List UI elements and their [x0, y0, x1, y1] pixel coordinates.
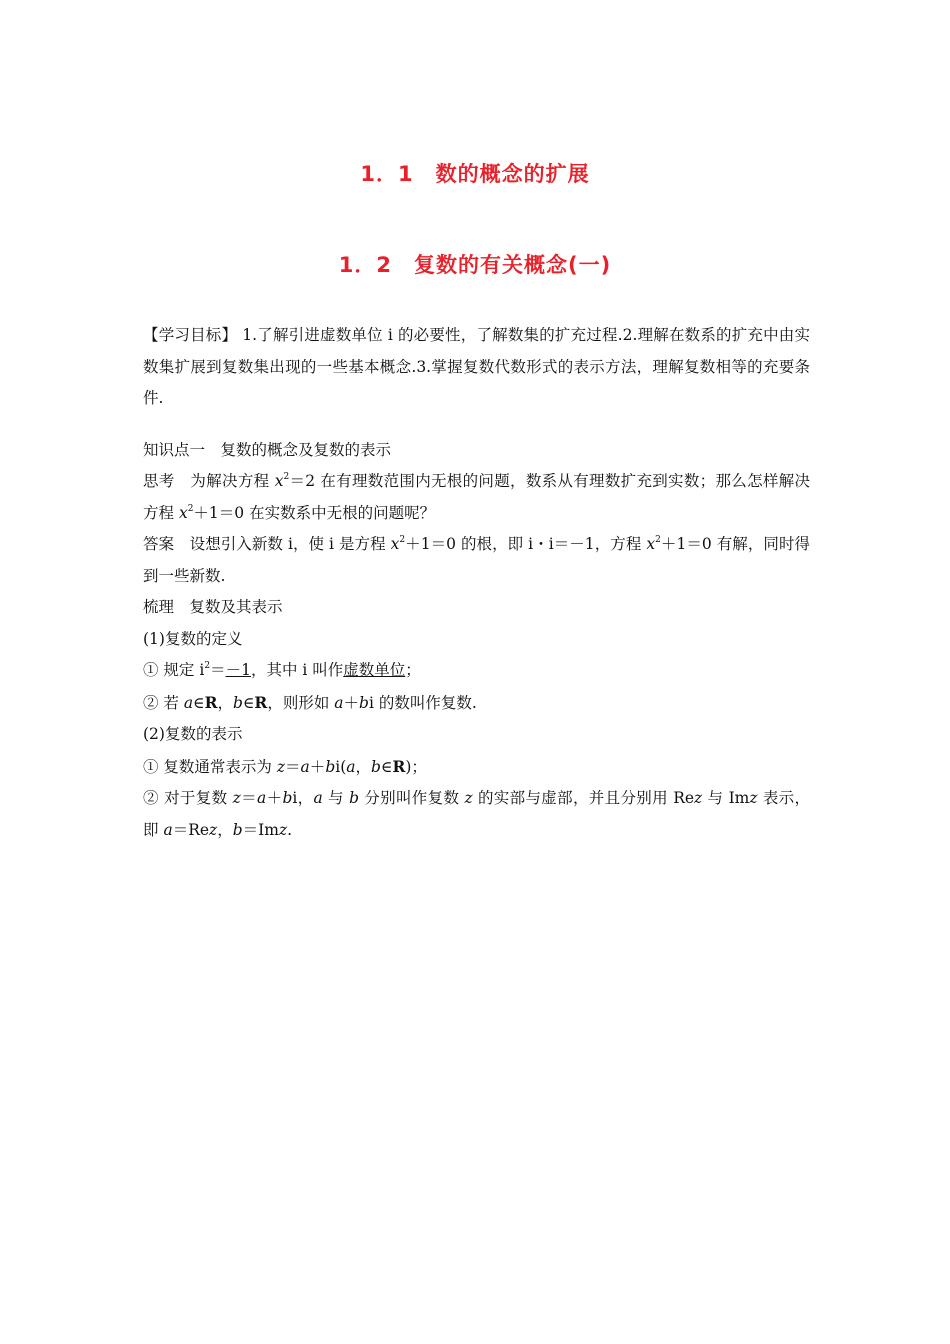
text: ∈: [193, 693, 205, 712]
var-z: z: [694, 789, 703, 807]
text: ，: [217, 693, 233, 712]
var-z: z: [232, 789, 241, 807]
text: ；: [405, 661, 421, 679]
var-a: a: [346, 757, 356, 776]
text: 与: [322, 789, 350, 807]
exponent: 2: [399, 535, 406, 545]
set-R: R: [254, 692, 268, 712]
text: ，则形如: [267, 693, 335, 712]
var-b: b: [349, 789, 360, 807]
text: ＝: [210, 661, 226, 679]
think-paragraph: [143, 466, 810, 529]
answer-text: ＋1＝0 的根，即 i・i＝－1，方程: [405, 535, 647, 553]
text: i，: [292, 789, 314, 807]
var-a: a: [334, 693, 344, 712]
exponent: 2: [283, 472, 290, 482]
section-title-1: 1．1 数的概念的扩展: [360, 162, 590, 186]
text: ＝Re: [172, 820, 210, 839]
text: ② 若: [143, 693, 184, 712]
text: ① 规定 i: [143, 661, 205, 679]
var-b: b: [232, 820, 243, 839]
exponent: 2: [187, 503, 194, 514]
answer-paragraph: [143, 529, 810, 592]
text: ② 对于复数: [143, 789, 233, 807]
text: 表示，即: [143, 789, 810, 839]
var-x: x: [274, 472, 284, 490]
text: )；: [405, 757, 427, 776]
section-title-2: 1．2 复数的有关概念(一): [338, 253, 612, 277]
text: 的实部与虚部，并且分别用 Re: [472, 789, 695, 807]
text: ＋: [266, 789, 283, 807]
var-b: b: [359, 693, 369, 712]
text: ，: [217, 820, 233, 839]
underlined-answer: －1: [225, 661, 251, 679]
learning-goals: [143, 320, 810, 415]
set-R: R: [204, 692, 218, 712]
learning-goals-text: 1.了解引进虚数单位 i 的必要性，了解数集的扩充过程.2.理解在数系的扩充中由实数集扩展到复数集出现的一些基本概念.3.掌握复数代数形式的表示方法，理解复数相等的充要条件.: [143, 326, 810, 407]
definition-item-1: [143, 655, 810, 687]
knowledge-point-title: 知识点一 复数的概念及复数的表示: [143, 440, 392, 459]
text: ＝Im: [242, 820, 279, 839]
set-R: R: [392, 756, 406, 776]
answer-label: 答案: [143, 535, 190, 553]
var-x: x: [390, 535, 400, 553]
document-body: [143, 320, 810, 846]
summary-title: 梳理 复数及其表示: [143, 598, 283, 616]
think-text: ＋1＝0 在实数系中无根的问题呢？: [193, 503, 436, 522]
var-a: a: [300, 757, 310, 776]
text: ，其中 i 叫作: [250, 661, 344, 679]
definition-title: (1)复数的定义: [143, 629, 243, 648]
var-x: x: [646, 535, 656, 553]
var-a: a: [313, 789, 323, 807]
answer-text: ＋1＝0 有解，同时得到一些新数.: [143, 535, 811, 585]
var-z: z: [464, 789, 473, 807]
answer-text: 设想引入新数 i，使 i 是方程: [189, 535, 391, 553]
var-b: b: [325, 757, 336, 776]
text: ＝: [240, 789, 258, 807]
learning-goals-tag: 【学习目标】: [143, 326, 238, 344]
text: 与 Im: [702, 789, 750, 807]
var-z: z: [749, 789, 758, 807]
text: 分别叫作复数: [359, 789, 465, 807]
representation-item-2: [143, 783, 810, 846]
text: i(: [335, 757, 347, 776]
think-text: 为解决方程: [190, 472, 275, 490]
think-label: 思考: [143, 472, 191, 490]
definition-item-2: [143, 687, 810, 720]
underlined-answer: 虚数单位: [343, 661, 406, 679]
var-b: b: [233, 693, 243, 712]
exponent: 2: [655, 535, 661, 545]
text: ，: [355, 757, 372, 776]
var-a: a: [257, 789, 267, 807]
text: i 的数叫作复数.: [368, 693, 477, 712]
representation-title: (2)复数的表示: [143, 725, 243, 743]
representation-item-1: [143, 751, 810, 784]
text: ＋: [343, 693, 360, 712]
var-z: z: [276, 757, 286, 776]
var-a: a: [183, 693, 194, 712]
exponent: 2: [204, 661, 211, 671]
var-b: b: [371, 757, 381, 776]
text: .: [287, 820, 293, 839]
var-b: b: [282, 789, 293, 807]
text: ＋: [309, 757, 326, 776]
var-z: z: [278, 820, 288, 839]
text: ＝: [285, 757, 301, 776]
var-a: a: [163, 820, 173, 839]
text: ① 复数通常表示为: [143, 757, 277, 776]
think-text: ＝2 在有理数范围内无根的问题，数系从有理数扩充到实数；那么怎样解决方程: [143, 472, 810, 522]
text: ∈: [242, 693, 255, 712]
var-x: x: [178, 503, 188, 522]
text: ∈: [380, 757, 393, 776]
var-z: z: [209, 820, 218, 839]
